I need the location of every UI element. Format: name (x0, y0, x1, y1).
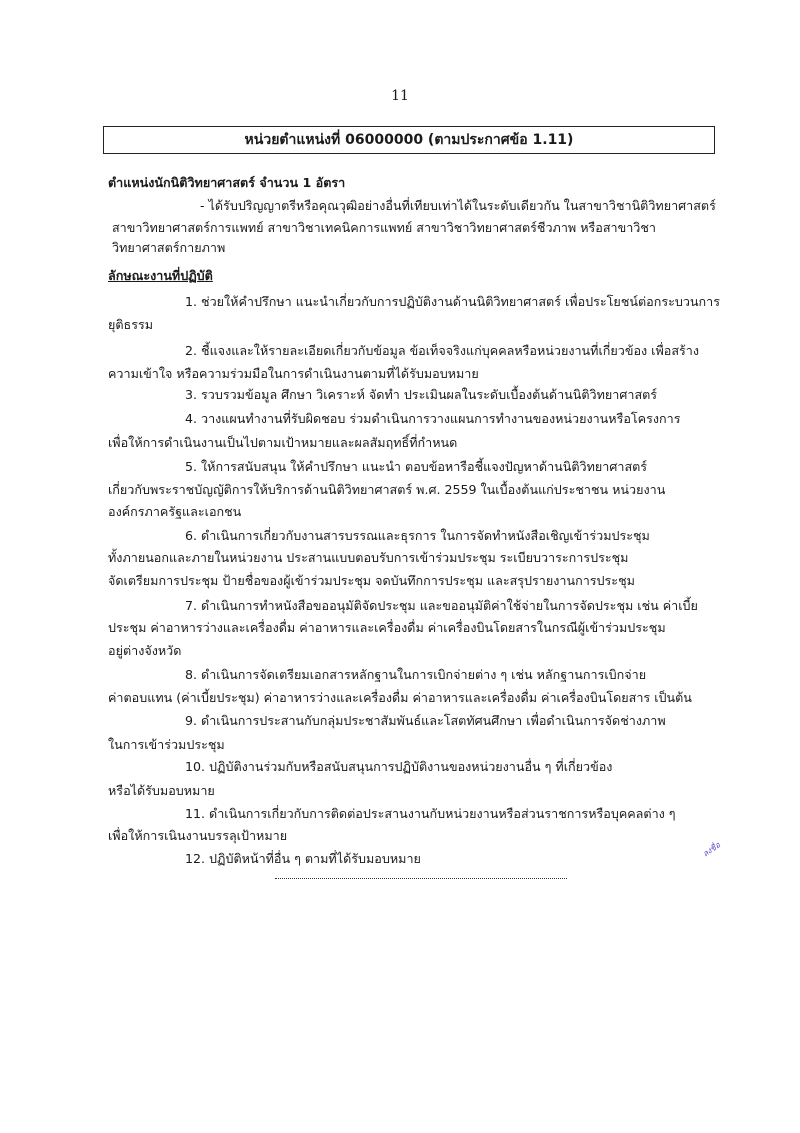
duty-line: ความเข้าใจ หรือความร่วมมือในการดำเนินงานตามที่ได้รับมอบหมาย (108, 366, 479, 381)
duty-line: ประชุม ค่าอาหารว่างและเครื่องดื่ม ค่าอาหารและเครื่องดื่ม ค่าเครื่องบินโดยสารในกรณีผู้เข้าร่วมประชุม (108, 620, 666, 635)
duty-line: เกี่ยวกับพระราชบัญญัติการให้บริการด้านนิติวิทยาศาสตร์ พ.ศ. 2559 ในเบื้องต้นแก่ประชาชน หน่วยงาน (108, 482, 666, 497)
dotted-end-line (275, 878, 567, 879)
duty-line: ทั้งภายนอกและภายในหน่วยงาน ประสานแบบตอบรับการเข้าร่วมประชุม ระเบียบวาระการประชุม (108, 550, 629, 565)
duty-line: องค์กรภาครัฐและเอกชน (108, 504, 242, 519)
qualification-line: สาขาวิทยาศาสตร์การแพทย์ สาขาวิชาเทคนิคการแพทย์ สาขาวิชาวิทยาศาสตร์ชีวภาพ หรือสาขาวิชา (112, 220, 656, 235)
duty-line: จัดเตรียมการประชุม ป้ายชื่อของผู้เข้าร่วมประชุม จดบันทึกการประชุม และสรุปรายงานการประชุม (108, 573, 635, 588)
duty-line: เพื่อให้การเนินงานบรรลุเป้าหมาย (108, 828, 288, 843)
duty-line: อยู่ต่างจังหวัด (108, 643, 182, 658)
duty-line: 8. ดำเนินการจัดเตรียมเอกสารหลักฐานในการเบิกจ่ายต่าง ๆ เช่น หลักฐานการเบิกจ่าย (185, 667, 647, 682)
duty-line: ในการเข้าร่วมประชุม (108, 737, 225, 752)
duties-heading: ลักษณะงานที่ปฏิบัติ (108, 268, 213, 283)
duty-line: 2. ชี้แจงและให้รายละเอียดเกี่ยวกับข้อมูล ข้อเท็จจริงแก่บุคคลหรือหน่วยงานที่เกี่ยวข้อง เพื่อสร้าง (185, 343, 700, 358)
duty-line: 5. ให้การสนับสนุน ให้คำปรึกษา แนะนำ ตอบข้อหารือชี้แจงปัญหาด้านนิติวิทยาศาสตร์ (185, 459, 648, 474)
qualification-line: วิทยาศาสตร์กายภาพ (112, 240, 226, 255)
position-title: ตำแหน่งนักนิติวิทยาศาสตร์ จำนวน 1 อัตรา (108, 175, 346, 190)
duty-line: 9. ดำเนินการประสานกับกลุ่มประชาสัมพันธ์และโสตทัศนศึกษา เพื่อดำเนินการจัดช่างภาพ (185, 713, 666, 728)
duty-line: 3. รวบรวมข้อมูล ศึกษา วิเคราะห์ จัดทำ ประเมินผลในระดับเบื้องต้นด้านนิติวิทยาศาสตร์ (185, 387, 658, 402)
page-number: 11 (391, 88, 409, 104)
duty-line: 7. ดำเนินการทำหนังสือขออนุมัติจัดประชุม และขออนุมัติค่าใช้จ่ายในการจัดประชุม เช่น ค่าเบี้ย (185, 598, 698, 613)
qualification-line: - ได้รับปริญญาตรีหรือคุณวุฒิอย่างอื่นที่เทียบเท่าได้ในระดับเดียวกัน ในสาขาวิชานิติวิทยาศาสตร์ (200, 198, 716, 213)
duty-line: ยุติธรรม (108, 317, 154, 332)
duty-line: เพื่อให้การดำเนินงานเป็นไปตามเป้าหมายและผลสัมฤทธิ์ที่กำหนด (108, 435, 458, 450)
duty-line: ค่าตอบแทน (ค่าเบี้ยประชุม) ค่าอาหารว่างและเครื่องดื่ม ค่าอาหารและเครื่องดื่ม ค่าเครื่องบินโดยสาร เป็นต้น (108, 690, 692, 705)
duty-line: 6. ดำเนินการเกี่ยวกับงานสารบรรณและธุรการ ในการจัดทำหนังสือเชิญเข้าร่วมประชุม (185, 528, 650, 543)
duty-line: หรือได้รับมอบหมาย (108, 783, 215, 798)
unit-heading-box: หน่วยตำแหน่งที่ 06000000 (ตามประกาศข้อ 1.11) (103, 126, 715, 154)
handwritten-initials: ลงชื่อ (701, 840, 722, 859)
duty-line: 12. ปฏิบัติหน้าที่อื่น ๆ ตามที่ได้รับมอบหมาย (185, 851, 421, 866)
duty-line: 4. วางแผนทำงานที่รับผิดชอบ ร่วมดำเนินการวางแผนการทำงานของหน่วยงานหรือโครงการ (185, 411, 681, 426)
duty-line: 10. ปฏิบัติงานร่วมกับหรือสนับสนุนการปฏิบัติงานของหน่วยงานอื่น ๆ ที่เกี่ยวข้อง (185, 759, 613, 774)
duty-line: 1. ช่วยให้คำปรึกษา แนะนำเกี่ยวกับการปฏิบัติงานด้านนิติวิทยาศาสตร์ เพื่อประโยชน์ต่อกระบวนการ (185, 294, 721, 309)
duty-line: 11. ดำเนินการเกี่ยวกับการติดต่อประสานงานกับหน่วยงานหรือส่วนราชการหรือบุคคลต่าง ๆ (185, 806, 676, 821)
